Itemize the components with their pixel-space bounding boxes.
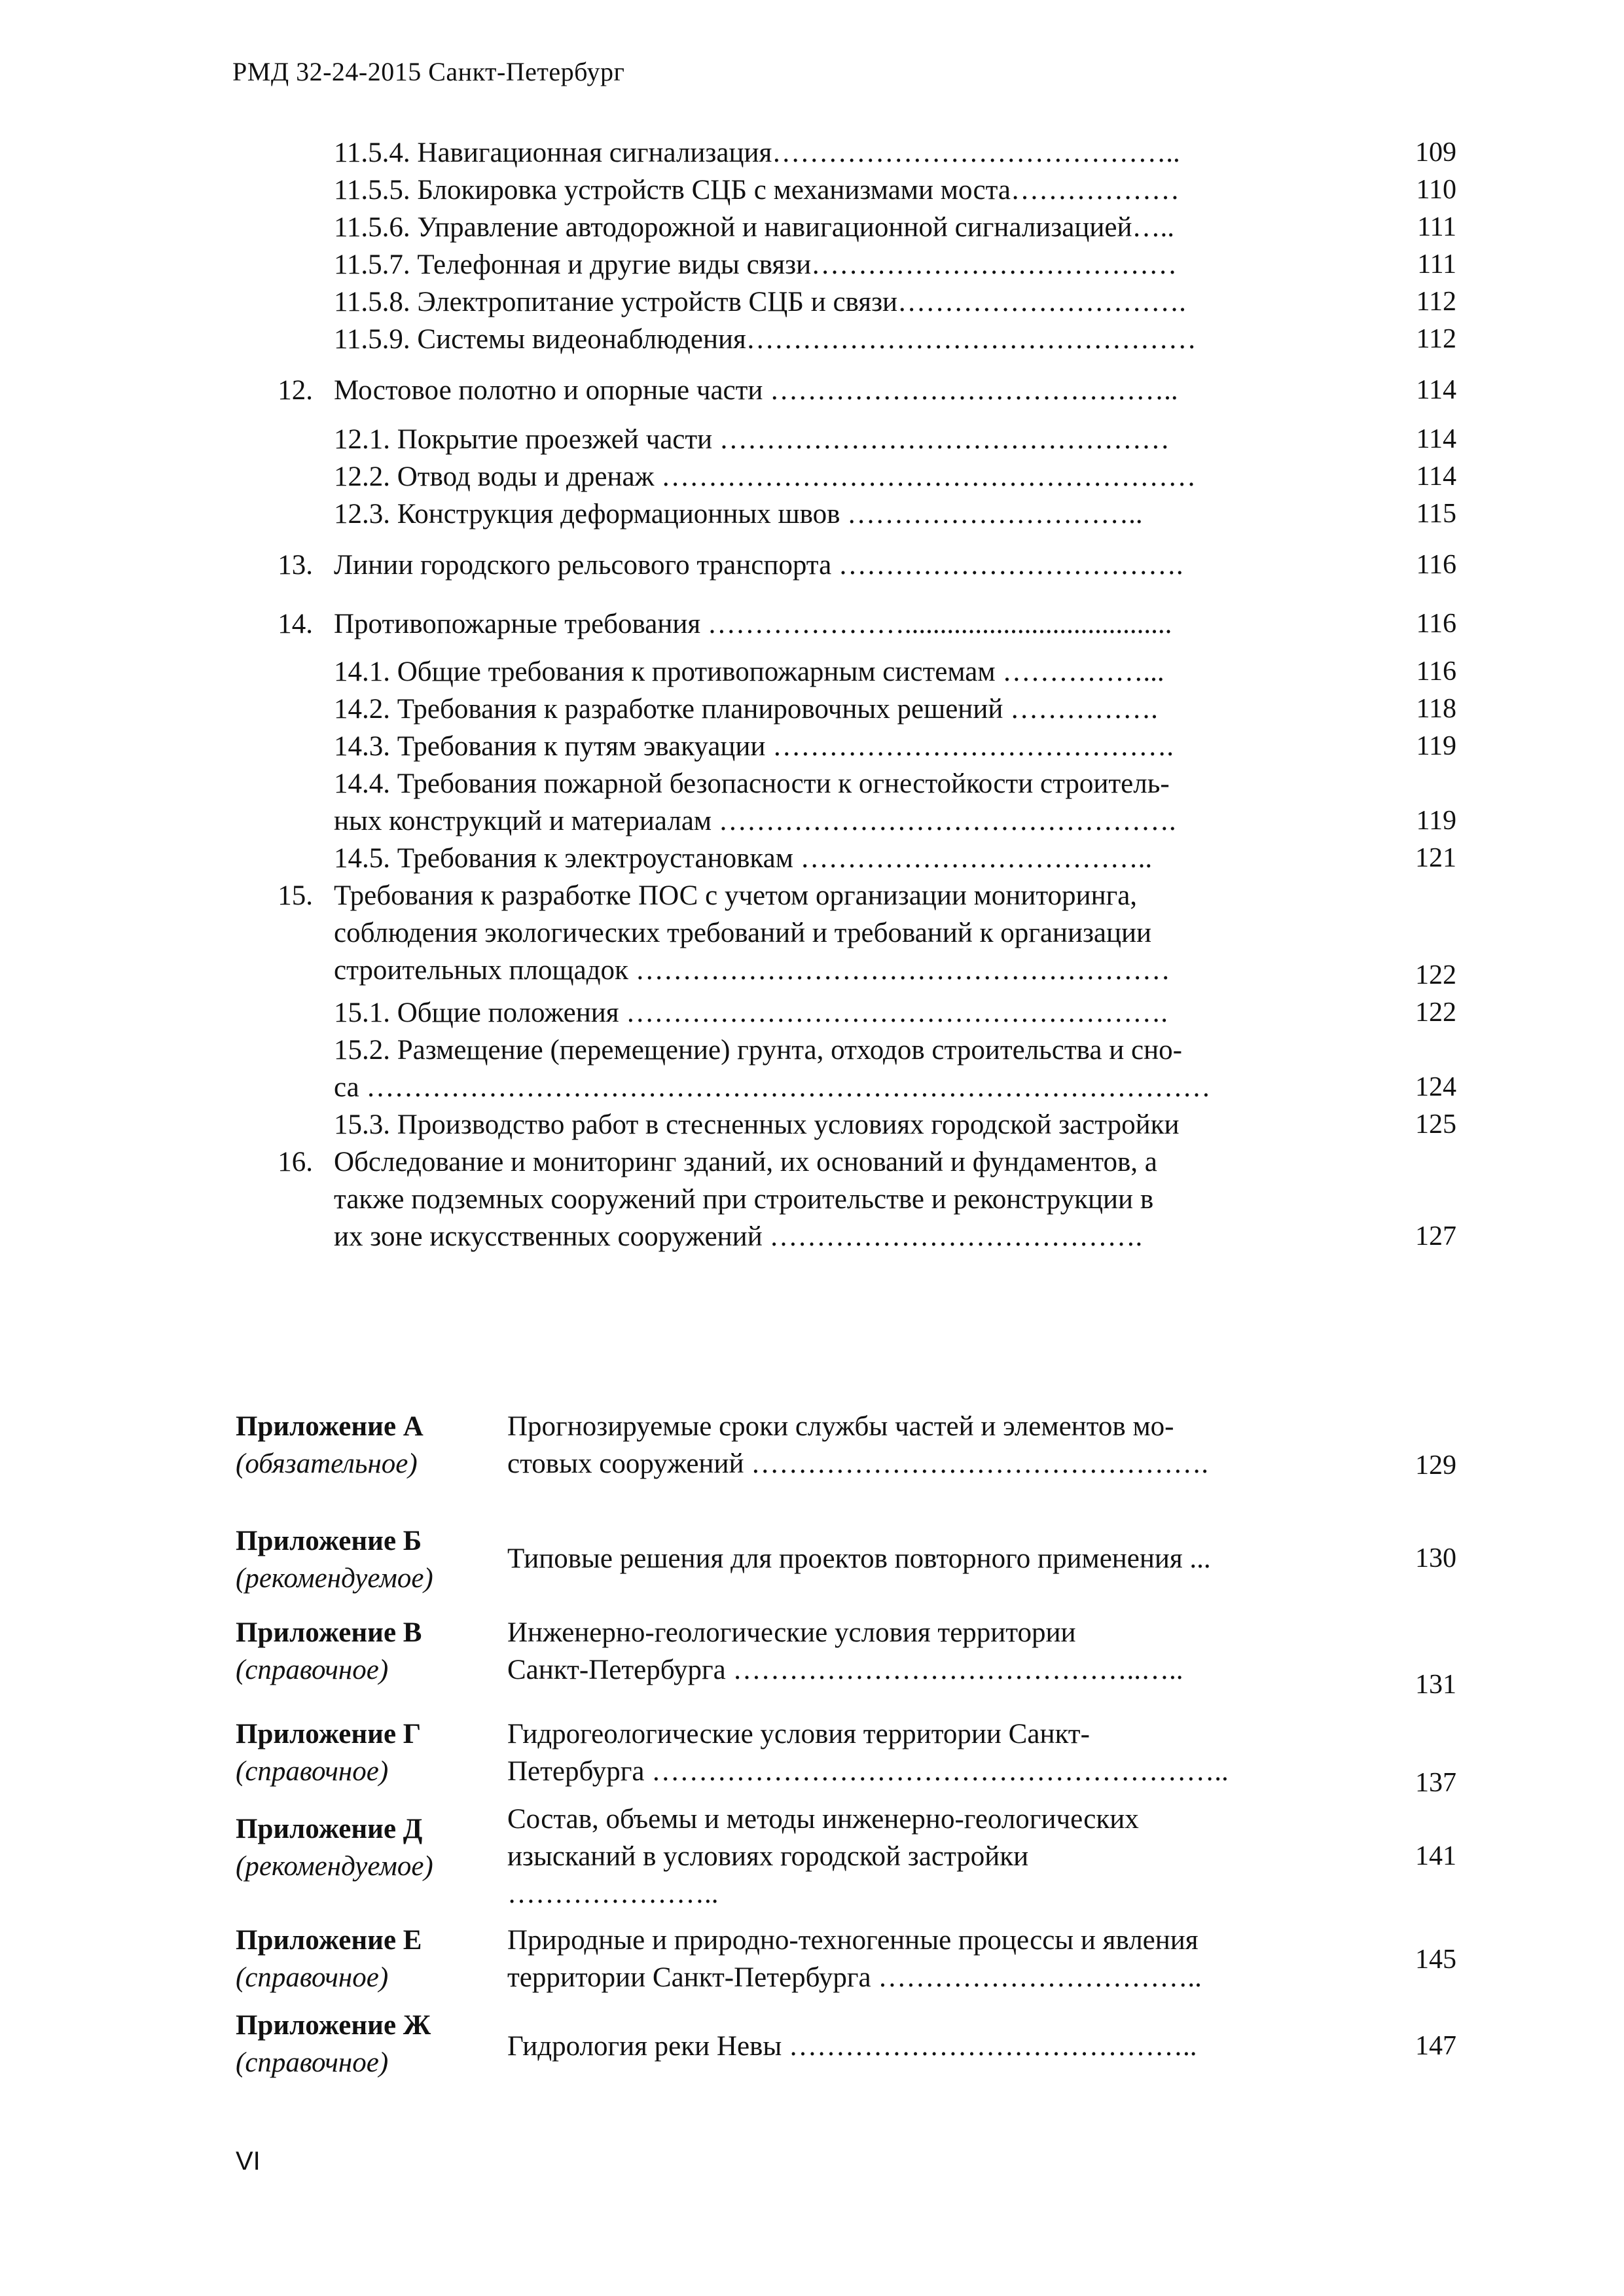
toc-page-16: 127	[1415, 1221, 1456, 1251]
toc-page-12-2: 114	[1416, 461, 1456, 492]
toc-entry-11-5-9[interactable]: 11.5.9. Системы видеонаблюдения…………………………………………	[334, 324, 1197, 355]
toc-entry-14-3[interactable]: 14.3. Требования к путям эвакуации …………………………………….	[334, 731, 1174, 762]
appendix-e-title[interactable]: Приложение Е	[236, 1925, 422, 1956]
appendix-v-type: (справочное)	[236, 1655, 389, 1685]
toc-number-16: 16.	[278, 1147, 313, 1177]
toc-entry-16-line3[interactable]: их зоне искусственных сооружений ………………………………….	[334, 1221, 1143, 1252]
appendix-g-text-line1[interactable]: Гидрогеологические условия территории Санкт-	[507, 1719, 1090, 1749]
toc-entry-11-5-8[interactable]: 11.5.8. Электропитание устройств СЦБ и связи………………………….	[334, 287, 1186, 317]
toc-entry-14[interactable]: Противопожарные требования …………………......................................	[334, 609, 1172, 639]
toc-page-12-1: 114	[1416, 424, 1456, 454]
toc-entry-14-5[interactable]: 14.5. Требования к электроустановкам ………………………………..	[334, 843, 1153, 874]
appendix-v-page: 131	[1415, 1670, 1456, 1700]
appendix-v-text-line2[interactable]: Санкт-Петербурга ……………………………………..…..	[507, 1655, 1183, 1685]
appendix-zh-type: (справочное)	[236, 2047, 389, 2078]
toc-page-14-2: 118	[1416, 694, 1456, 724]
appendix-g-page: 137	[1415, 1768, 1456, 1798]
toc-entry-11-5-6[interactable]: 11.5.6. Управление автодорожной и навигационной сигнализацией…..	[334, 212, 1174, 243]
appendix-d-text-line2[interactable]: изысканий в условиях городской застройки	[507, 1841, 1029, 1872]
toc-page-11-5-9: 112	[1416, 324, 1456, 354]
toc-entry-12-1[interactable]: 12.1. Покрытие проезжей части …………………………………………	[334, 424, 1170, 455]
toc-page-15-1: 122	[1415, 997, 1456, 1028]
appendix-d-title[interactable]: Приложение Д	[236, 1814, 423, 1844]
appendix-g-text-line2[interactable]: Петербурга ……………………………………………………..	[507, 1756, 1229, 1787]
appendix-b-type: (рекомендуемое)	[236, 1563, 433, 1594]
appendix-b-title[interactable]: Приложение Б	[236, 1526, 422, 1556]
toc-entry-14-4-line1[interactable]: 14.4. Требования пожарной безопасности к огнестойкости строитель-	[334, 768, 1170, 799]
toc-entry-14-2[interactable]: 14.2. Требования к разработке планировочных решений …………….	[334, 694, 1158, 725]
toc-entry-11-5-7[interactable]: 11.5.7. Телефонная и другие виды связи…………………………………	[334, 249, 1178, 280]
appendix-d-type: (рекомендуемое)	[236, 1851, 433, 1882]
toc-page-11-5-5: 110	[1416, 175, 1456, 205]
appendix-a-page: 129	[1415, 1450, 1456, 1480]
toc-number-15: 15.	[278, 880, 313, 911]
appendix-d-text-line3[interactable]: …………………..	[507, 1878, 719, 1909]
toc-entry-15-3[interactable]: 15.3. Производство работ в стесненных условиях городской застройки	[334, 1109, 1180, 1140]
toc-entry-11-5-5[interactable]: 11.5.5. Блокировка устройств СЦБ с механизмами моста………………	[334, 175, 1180, 206]
toc-page-14-5: 121	[1415, 843, 1456, 873]
toc-entry-12[interactable]: Мостовое полотно и опорные части ……………………………………..	[334, 375, 1178, 406]
toc-page-15-3: 125	[1415, 1109, 1456, 1139]
toc-entry-11-5-4[interactable]: 11.5.4. Навигационная сигнализация……………………………………..	[334, 137, 1180, 168]
appendix-g-title[interactable]: Приложение Г	[236, 1719, 422, 1749]
toc-entry-16-line1[interactable]: Обследование и мониторинг зданий, их оснований и фундаментов, а	[334, 1147, 1157, 1177]
toc-entry-15-1[interactable]: 15.1. Общие положения ………………………………………………….	[334, 997, 1168, 1028]
toc-page-13: 116	[1416, 550, 1456, 580]
toc-entry-15-line2[interactable]: соблюдения экологических требований и требований к организации	[334, 918, 1152, 948]
toc-page-15: 122	[1415, 960, 1456, 990]
appendix-v-title[interactable]: Приложение В	[236, 1617, 422, 1648]
toc-entry-14-1[interactable]: 14.1. Общие требования к противопожарным системам ……………...	[334, 656, 1164, 687]
appendix-b-text-line1[interactable]: Типовые решения для проектов повторного применения ...	[507, 1543, 1211, 1574]
toc-page-14: 116	[1416, 609, 1456, 639]
appendix-d-text-line1[interactable]: Состав, объемы и методы инженерно-геологических	[507, 1804, 1139, 1835]
appendix-zh-title[interactable]: Приложение Ж	[236, 2010, 431, 2041]
appendix-e-text-line2[interactable]: территории Санкт-Петербурга ……………………………..	[507, 1962, 1202, 1993]
appendix-zh-text-line1[interactable]: Гидрология реки Невы ……………………………………..	[507, 2031, 1197, 2062]
appendix-v-text-line1[interactable]: Инженерно-геологические условия территории	[507, 1617, 1076, 1648]
toc-entry-15-2-line2[interactable]: са ………………………………………………………………………………	[334, 1072, 1211, 1103]
appendix-a-text-line1[interactable]: Прогнозируемые сроки службы частей и элементов мо-	[507, 1411, 1174, 1442]
toc-page-15-2: 124	[1415, 1072, 1456, 1102]
toc-entry-12-3[interactable]: 12.3. Конструкция деформационных швов …………………………..	[334, 499, 1143, 529]
toc-entry-15-2-line1[interactable]: 15.2. Размещение (перемещение) грунта, отходов строительства и сно-	[334, 1035, 1182, 1066]
page-number-roman: VI	[236, 2147, 261, 2176]
toc-entry-13[interactable]: Линии городского рельсового транспорта ……………………………….	[334, 550, 1183, 581]
appendix-d-page: 141	[1415, 1841, 1456, 1871]
toc-page-11-5-4: 109	[1415, 137, 1456, 168]
appendix-a-title[interactable]: Приложение А	[236, 1411, 424, 1442]
toc-number-14: 14.	[278, 609, 313, 639]
appendix-a-type: (обязательное)	[236, 1448, 418, 1479]
toc-page-14-4: 119	[1416, 806, 1456, 836]
toc-entry-12-2[interactable]: 12.2. Отвод воды и дренаж …………………………………………………	[334, 461, 1197, 492]
toc-page-11-5-7: 111	[1417, 249, 1456, 279]
toc-entry-16-line2[interactable]: также подземных сооружений при строительстве и реконструкции в	[334, 1184, 1154, 1215]
toc-number-12: 12.	[278, 375, 313, 406]
appendix-zh-page: 147	[1415, 2031, 1456, 2061]
appendix-e-page: 145	[1415, 1945, 1456, 1975]
appendix-a-text-line2[interactable]: стовых сооружений ………………………………………….	[507, 1448, 1208, 1479]
toc-entry-15-line3[interactable]: строительных площадок …………………………………………………	[334, 955, 1170, 986]
toc-entry-15-line1[interactable]: Требования к разработке ПОС с учетом организации мониторинга,	[334, 880, 1138, 911]
toc-number-13: 13.	[278, 550, 313, 581]
toc-entry-14-4-line2[interactable]: ных конструкций и материалам ………………………………………….	[334, 806, 1176, 836]
toc-page-11-5-8: 112	[1416, 287, 1456, 317]
toc-page-12: 114	[1416, 375, 1456, 405]
toc-page-12-3: 115	[1416, 499, 1456, 529]
toc-page-14-3: 119	[1416, 731, 1456, 761]
toc-page-11-5-6: 111	[1417, 212, 1456, 242]
appendix-e-text-line1[interactable]: Природные и природно-техногенные процессы и явления	[507, 1925, 1199, 1956]
document-header: РМД 32-24-2015 Санкт-Петербург	[232, 57, 625, 86]
appendix-b-page: 130	[1415, 1543, 1456, 1573]
appendix-g-type: (справочное)	[236, 1756, 389, 1787]
appendix-e-type: (справочное)	[236, 1962, 389, 1993]
toc-page-14-1: 116	[1416, 656, 1456, 687]
